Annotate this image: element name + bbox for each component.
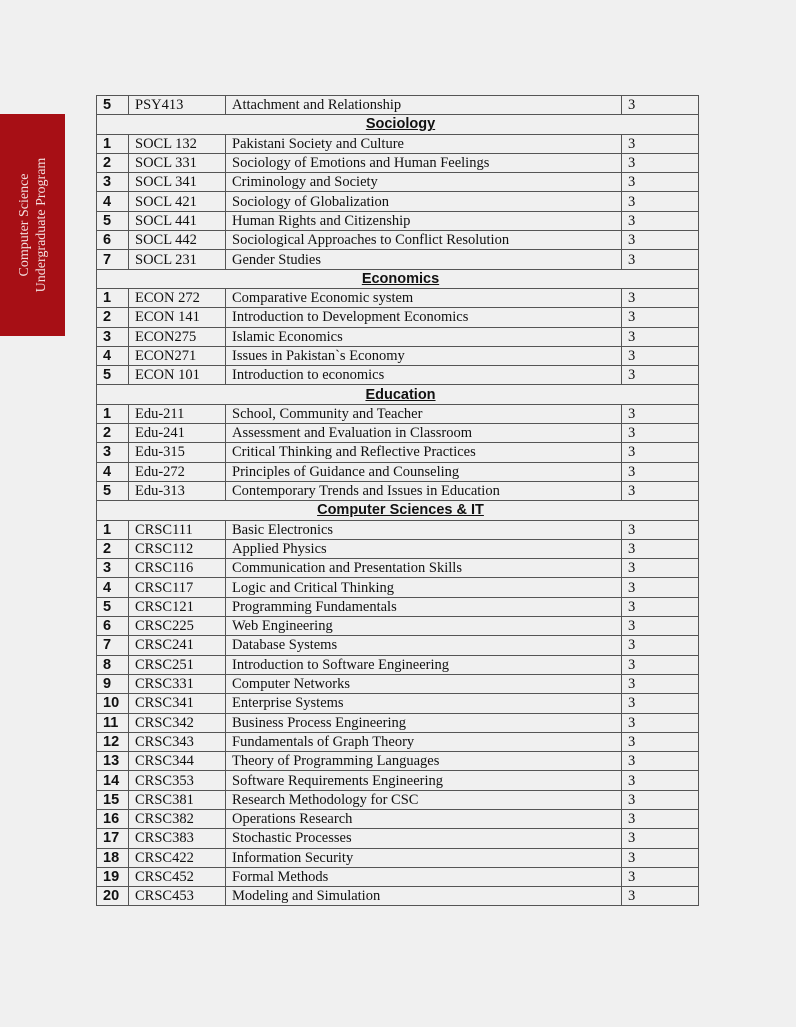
course-title: Applied Physics — [226, 539, 622, 558]
course-code: ECON275 — [129, 327, 226, 346]
course-credits: 3 — [622, 752, 699, 771]
course-code: Edu-241 — [129, 424, 226, 443]
section-title — [97, 115, 699, 134]
course-code: SOCL 442 — [129, 231, 226, 250]
course-code: CRSC331 — [129, 674, 226, 693]
table-row — [97, 366, 699, 385]
course-credits: 3 — [622, 867, 699, 886]
course-number: 3 — [97, 559, 129, 578]
table-row — [97, 134, 699, 153]
course-code: CRSC452 — [129, 867, 226, 886]
course-credits: 3 — [622, 597, 699, 616]
course-code: CRSC353 — [129, 771, 226, 790]
course-number: 16 — [97, 809, 129, 828]
section-title-text: Computer Sciences & IT — [317, 502, 484, 519]
course-title: Critical Thinking and Reflective Practices — [226, 443, 622, 462]
course-number: 17 — [97, 829, 129, 848]
course-code: CRSC117 — [129, 578, 226, 597]
course-number: 5 — [97, 211, 129, 230]
course-number: 2 — [97, 308, 129, 327]
course-credits: 3 — [622, 443, 699, 462]
course-number: 4 — [97, 192, 129, 211]
course-credits: 3 — [622, 134, 699, 153]
table-row — [97, 848, 699, 867]
course-title: Formal Methods — [226, 867, 622, 886]
course-number: 1 — [97, 288, 129, 307]
course-code: CRSC251 — [129, 655, 226, 674]
table-row — [97, 231, 699, 250]
course-title: Modeling and Simulation — [226, 887, 622, 906]
course-code: Edu-211 — [129, 404, 226, 423]
table-row — [97, 809, 699, 828]
course-credits: 3 — [622, 559, 699, 578]
course-title: Pakistani Society and Culture — [226, 134, 622, 153]
course-title: Issues in Pakistan`s Economy — [226, 346, 622, 365]
course-credits: 3 — [622, 790, 699, 809]
course-title: Stochastic Processes — [226, 829, 622, 848]
course-code: CRSC225 — [129, 617, 226, 636]
table-row — [97, 539, 699, 558]
course-number: 18 — [97, 848, 129, 867]
course-number: 5 — [97, 597, 129, 616]
table-row — [97, 694, 699, 713]
course-number: 8 — [97, 655, 129, 674]
course-title: Assessment and Evaluation in Classroom — [226, 424, 622, 443]
section-title — [97, 385, 699, 404]
course-title: Sociology of Globalization — [226, 192, 622, 211]
table-row — [97, 578, 699, 597]
course-credits: 3 — [622, 173, 699, 192]
course-credits: 3 — [622, 327, 699, 346]
course-code: CRSC116 — [129, 559, 226, 578]
course-title: Web Engineering — [226, 617, 622, 636]
table-row — [97, 173, 699, 192]
section-title-text: Sociology — [365, 116, 436, 133]
section-header-row — [97, 269, 699, 288]
table-row — [97, 211, 699, 230]
course-code: ECON 272 — [129, 288, 226, 307]
course-credits: 3 — [622, 829, 699, 848]
course-number: 14 — [97, 771, 129, 790]
course-title: Introduction to economics — [226, 366, 622, 385]
course-credits: 3 — [622, 481, 699, 500]
table-row — [97, 732, 699, 751]
table-row — [97, 520, 699, 539]
section-title — [97, 501, 699, 520]
table-row — [97, 96, 699, 115]
table-row — [97, 829, 699, 848]
course-title: Sociological Approaches to Conflict Resolution — [226, 231, 622, 250]
course-number: 1 — [97, 404, 129, 423]
course-number: 20 — [97, 887, 129, 906]
course-title: Research Methodology for CSC — [226, 790, 622, 809]
course-title: Communication and Presentation Skills — [226, 559, 622, 578]
course-number: 2 — [97, 153, 129, 172]
course-code: CRSC453 — [129, 887, 226, 906]
course-number: 7 — [97, 636, 129, 655]
course-number: 1 — [97, 520, 129, 539]
course-code: CRSC422 — [129, 848, 226, 867]
course-number: 11 — [97, 713, 129, 732]
course-code: PSY413 — [129, 96, 226, 115]
course-title: Database Systems — [226, 636, 622, 655]
course-code: CRSC121 — [129, 597, 226, 616]
course-number: 6 — [97, 617, 129, 636]
course-title: School, Community and Teacher — [226, 404, 622, 423]
course-code: CRSC383 — [129, 829, 226, 848]
course-code: Edu-313 — [129, 481, 226, 500]
course-code: ECON 101 — [129, 366, 226, 385]
course-table — [96, 95, 699, 906]
course-title: Enterprise Systems — [226, 694, 622, 713]
course-credits: 3 — [622, 539, 699, 558]
course-title: Criminology and Society — [226, 173, 622, 192]
course-title: Basic Electronics — [226, 520, 622, 539]
course-title: Fundamentals of Graph Theory — [226, 732, 622, 751]
course-number: 10 — [97, 694, 129, 713]
course-credits: 3 — [622, 462, 699, 481]
course-code: CRSC343 — [129, 732, 226, 751]
course-code: CRSC241 — [129, 636, 226, 655]
table-row — [97, 424, 699, 443]
course-number: 5 — [97, 481, 129, 500]
course-code: Edu-315 — [129, 443, 226, 462]
course-number: 19 — [97, 867, 129, 886]
course-number: 13 — [97, 752, 129, 771]
table-row — [97, 192, 699, 211]
table-row — [97, 771, 699, 790]
course-code: ECON 141 — [129, 308, 226, 327]
course-number: 1 — [97, 134, 129, 153]
course-credits: 3 — [622, 424, 699, 443]
course-code: CRSC342 — [129, 713, 226, 732]
course-code: ECON271 — [129, 346, 226, 365]
course-credits: 3 — [622, 732, 699, 751]
course-code: CRSC382 — [129, 809, 226, 828]
section-title-text: Education — [365, 386, 436, 403]
course-code: SOCL 132 — [129, 134, 226, 153]
table-row — [97, 153, 699, 172]
course-number: 9 — [97, 674, 129, 693]
side-tab-text — [16, 158, 50, 293]
course-credits: 3 — [622, 674, 699, 693]
section-header-row — [97, 115, 699, 134]
course-number: 5 — [97, 366, 129, 385]
course-credits: 3 — [622, 771, 699, 790]
course-table-body — [97, 96, 699, 906]
course-credits: 3 — [622, 250, 699, 269]
course-title: Principles of Guidance and Counseling — [226, 462, 622, 481]
course-title: Attachment and Relationship — [226, 96, 622, 115]
course-code: CRSC111 — [129, 520, 226, 539]
course-credits: 3 — [622, 366, 699, 385]
table-row — [97, 655, 699, 674]
table-row — [97, 288, 699, 307]
table-row — [97, 597, 699, 616]
course-number: 4 — [97, 346, 129, 365]
course-code: SOCL 331 — [129, 153, 226, 172]
course-title: Logic and Critical Thinking — [226, 578, 622, 597]
course-credits: 3 — [622, 655, 699, 674]
table-row — [97, 308, 699, 327]
course-code: SOCL 441 — [129, 211, 226, 230]
course-title: Software Requirements Engineering — [226, 771, 622, 790]
course-number: 3 — [97, 327, 129, 346]
course-credits: 3 — [622, 308, 699, 327]
course-credits: 3 — [622, 211, 699, 230]
course-credits: 3 — [622, 578, 699, 597]
table-row — [97, 713, 699, 732]
course-credits: 3 — [622, 520, 699, 539]
table-row — [97, 752, 699, 771]
table-row — [97, 790, 699, 809]
course-credits: 3 — [622, 231, 699, 250]
course-number: 6 — [97, 231, 129, 250]
table-row — [97, 674, 699, 693]
course-number: 12 — [97, 732, 129, 751]
course-title: Programming Fundamentals — [226, 597, 622, 616]
course-title: Contemporary Trends and Issues in Education — [226, 481, 622, 500]
course-title: Human Rights and Citizenship — [226, 211, 622, 230]
course-code: SOCL 421 — [129, 192, 226, 211]
course-number: 5 — [97, 96, 129, 115]
course-credits: 3 — [622, 404, 699, 423]
table-row — [97, 617, 699, 636]
course-title: Introduction to Software Engineering — [226, 655, 622, 674]
course-code: CRSC344 — [129, 752, 226, 771]
course-title: Introduction to Development Economics — [226, 308, 622, 327]
course-title: Theory of Programming Languages — [226, 752, 622, 771]
course-title: Computer Networks — [226, 674, 622, 693]
table-row — [97, 481, 699, 500]
course-title: Gender Studies — [226, 250, 622, 269]
course-credits: 3 — [622, 288, 699, 307]
section-title — [97, 269, 699, 288]
course-code: CRSC381 — [129, 790, 226, 809]
table-row — [97, 346, 699, 365]
course-title: Information Security — [226, 848, 622, 867]
section-header-row — [97, 501, 699, 520]
table-row — [97, 462, 699, 481]
table-row — [97, 443, 699, 462]
course-code: CRSC341 — [129, 694, 226, 713]
course-title: Operations Research — [226, 809, 622, 828]
table-row — [97, 250, 699, 269]
table-row — [97, 404, 699, 423]
course-title: Comparative Economic system — [226, 288, 622, 307]
table-row — [97, 327, 699, 346]
course-title: Sociology of Emotions and Human Feelings — [226, 153, 622, 172]
course-number: 4 — [97, 462, 129, 481]
course-credits: 3 — [622, 617, 699, 636]
course-credits: 3 — [622, 96, 699, 115]
course-number: 15 — [97, 790, 129, 809]
table-row — [97, 887, 699, 906]
course-number: 4 — [97, 578, 129, 597]
side-tab-line2: Undergraduate Program — [33, 157, 49, 293]
course-title: Islamic Economics — [226, 327, 622, 346]
table-row — [97, 636, 699, 655]
course-credits: 3 — [622, 636, 699, 655]
course-credits: 3 — [622, 346, 699, 365]
course-code: SOCL 341 — [129, 173, 226, 192]
course-number: 2 — [97, 539, 129, 558]
course-credits: 3 — [622, 694, 699, 713]
course-title: Business Process Engineering — [226, 713, 622, 732]
side-tab — [0, 114, 65, 336]
course-number: 3 — [97, 443, 129, 462]
course-code: Edu-272 — [129, 462, 226, 481]
course-credits: 3 — [622, 848, 699, 867]
course-credits: 3 — [622, 809, 699, 828]
course-credits: 3 — [622, 153, 699, 172]
course-credits: 3 — [622, 192, 699, 211]
side-tab-line1: Computer Science — [16, 173, 32, 277]
course-code: SOCL 231 — [129, 250, 226, 269]
course-code: CRSC112 — [129, 539, 226, 558]
table-row — [97, 559, 699, 578]
course-number: 2 — [97, 424, 129, 443]
course-credits: 3 — [622, 713, 699, 732]
section-title-text: Economics — [361, 270, 440, 287]
course-number: 3 — [97, 173, 129, 192]
table-row — [97, 867, 699, 886]
course-credits: 3 — [622, 887, 699, 906]
course-number: 7 — [97, 250, 129, 269]
section-header-row — [97, 385, 699, 404]
